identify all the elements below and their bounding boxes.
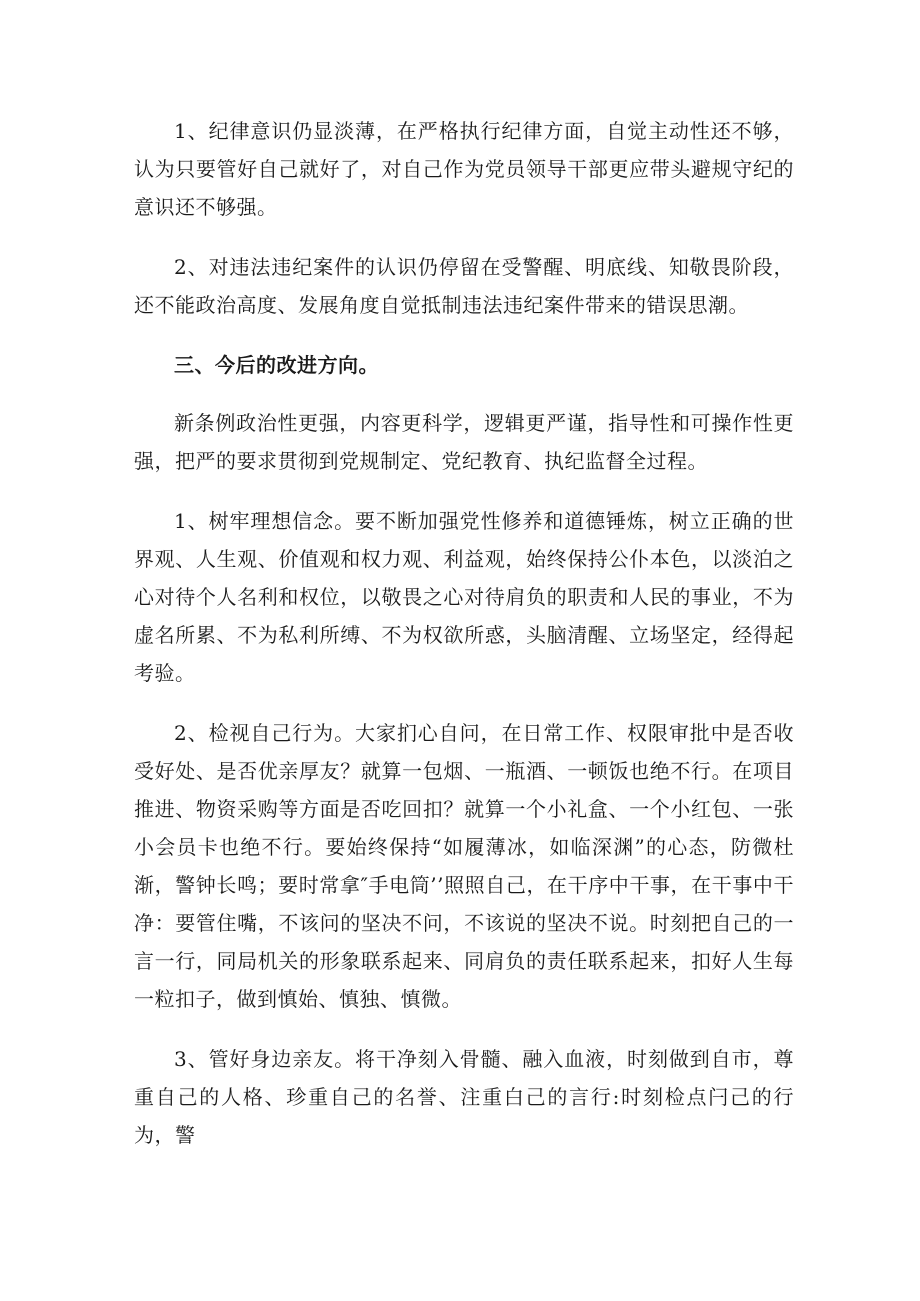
paragraph-discipline-awareness: 1、纪律意识仍显淡薄，在严格执行纪律方面，自觉主动性还不够，认为只要管好自己就好了，对自己作为党员领导干部更应带头避规守纪的意识还不够强。 (134, 119, 794, 219)
paragraph-case-awareness: 2、对违法违纪案件的认识仍停留在受警醒、明底线、知敬畏阶段，还不能政治高度、发展角度自觉抵制违法违纪案件带来的错误思潮。 (134, 255, 794, 317)
paragraph-relatives-friends: 3、管好身边亲友。将干净刻入骨髓、融入血液，时刻做到自市，尊重自己的人格、珍重自己的名誉、注重白己的言行:时刻检点闩己的行为，警 (134, 1047, 794, 1147)
paragraph-new-regulations: 新条例政治性更强，内容更科学，逻辑更严谨，指导性和可操作性更强，把严的要求贯彻到党规制定、党纪教育、执纪监督全过程。 (134, 411, 794, 473)
document-body (134, 112, 794, 1176)
paragraph-self-inspection: 2、检视自己行为。大家扪心自问，在日常工作、权限审批中是否收受好处、是否优亲厚友？就算一包烟、一瓶酒、一顿饭也绝不行。在项目推进、物资采购等方面是否吃回扣？就算一个小礼盒、一个小红包、一张小会员卡也绝不行。要始终保持“如履薄冰，如临深渊”的心态，防微杜渐，警钟长鸣；要时常拿″手电筒’’照照自己，在干序中干事，在干事中干净：要管住嘴，不该问的坚决不问，不该说的坚决不说。时刻把自己的一言一行，同局机关的形象联系起来、同肩负的责任联系起来，扣好人生每一粒扣子，做到慎始、慎独、慎微。 (134, 721, 794, 1011)
section-heading-improvement: 三、今后的改进方向。 (174, 353, 379, 377)
paragraph-ideals-beliefs: 1、树牢理想信念。要不断加强党性修养和道德锤炼，树立正确的世界观、人生观、价值观和权力观、利益观，始终保持公仆本色，以淡泊之心对待个人名利和权位，以敬畏之心对待肩负的职责和人民的事业，不为虚名所累、不为私利所缚、不为权欲所惑，头脑清醒、立场坚定，经得起考验。 (134, 509, 794, 685)
